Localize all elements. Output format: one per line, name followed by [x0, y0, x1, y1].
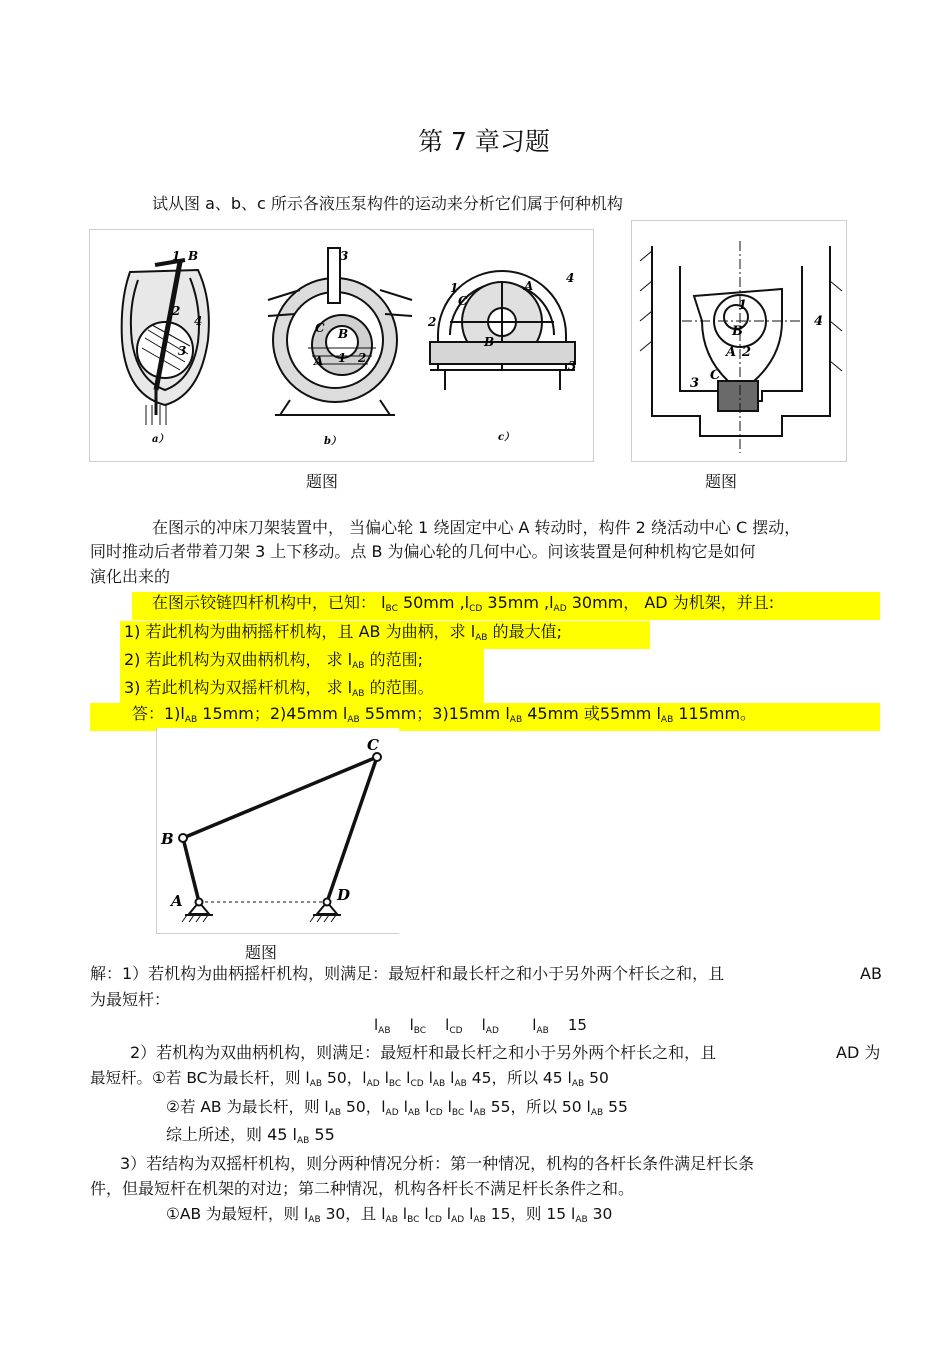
solution-part-2-line-1-end: AD 为 — [836, 1043, 881, 1062]
pump-c-label-4: 4 — [566, 271, 575, 285]
pump-c-label-1: 1 — [450, 281, 459, 295]
pump-a-sublabel: a） — [152, 434, 169, 445]
press-label-A: A — [726, 345, 737, 360]
question-1-text: 试从图 a、b、c 所示各液压泵构件的运动来分析它们属于何种机构 — [152, 194, 623, 213]
question-3-item-1: 1) 若此机构为曲柄摇杆机构，且 AB 为曲柄，求 $l_{AB}$ 的最大值; — [120, 621, 650, 649]
link-ab — [183, 838, 199, 902]
pump-a-label-B: B — [188, 249, 199, 263]
solution-part-3-line-1: 3）若结构为双摇杆机构，则分两种情况分析：第一种情况，机构的各杆长条件满足杆长条 — [120, 1154, 755, 1173]
joint-label-B: B — [161, 830, 174, 848]
solution-part-3-case-1: ①AB 为最短杆，则 $l_{AB}$ 30，且 $l_{AB}$ $l_{BC}$ $l_{CD}$ $l_{AD}$ $l_{AB}$ 15，则 15 $l_{AB}$ 30 — [166, 1205, 613, 1225]
question-3-item-3: 3) 若此机构为双摇杆机构， 求 $l_{AB}$ 的范围。 — [120, 677, 484, 705]
pump-c-label-B: B — [484, 335, 495, 349]
figure-punch-press — [631, 220, 847, 462]
punch-press-drawing — [632, 221, 846, 461]
page-title: 第 7 章习题 — [418, 127, 550, 156]
question-2-line-3: 演化出来的 — [90, 567, 171, 586]
press-label-2: 2 — [742, 345, 752, 360]
solution-equation-1: $l_{AB}$ $l_{BC}$ $l_{CD}$ $l_{AD}$ $l_{AB}$ 15 — [374, 1016, 587, 1036]
pump-b-label-2: 2 — [358, 351, 367, 365]
pump-c-label-2: 2 — [428, 315, 437, 329]
pump-c-label-3: 3 — [568, 359, 577, 373]
question-3-answer: 答：$1)l_{AB}$ 15mm；2)45mm $l_{AB}$ 55mm；3)15mm $l_{AB}$ 45mm 或55mm $l_{AB}$ 115mm。 — [90, 703, 880, 731]
press-label-C: C — [710, 368, 721, 383]
solution-part-2-case-1: 最短杆。①若 BC为最长杆，则 $l_{AB}$ 50，$l_{AD}$ $l_{BC}$ $l_{CD}$ $l_{AB}$ $l_{AB}$ 45，所以 45 $l_{AB}$ 50 — [90, 1069, 609, 1089]
pump-b-label-1: 1 — [338, 351, 347, 365]
press-label-4: 4 — [814, 314, 824, 329]
joint-label-C: C — [367, 736, 379, 754]
pump-a-label-1: 1 — [172, 249, 181, 263]
solution-part-2-case-2: ②若 AB 为最长杆，则 $l_{AB}$ 50，$l_{AD}$ $l_{AB}$ $l_{CD}$ $l_{BC}$ $l_{AB}$ 55，所以 50 $l_{AB}$ 55 — [166, 1098, 628, 1118]
figure-four-bar-caption: 题图 — [245, 943, 278, 962]
figure-pumps-caption: 题图 — [306, 472, 339, 491]
pump-b-label-C: C — [315, 321, 325, 335]
solution-part-3-line-2: 件，但最短杆在机架的对边；第二种情况，机构各杆长不满足杆长条件之和。 — [90, 1179, 635, 1198]
question-2-line-2: 同时推动后者带着刀架 3 上下移动。点 B 为偏心轮的几何中心。问该装置是何种机构它是如何 — [90, 542, 756, 561]
pump-c-label-A: A — [524, 279, 534, 293]
solution-part-1-line-1: 解：1）若机构为曲柄摇杆机构，则满足：最短杆和最长杆之和小于另外两个杆长之和，且 — [90, 964, 725, 983]
question-3-line-1: 在图示铰链四杆机构中，已知： $l_{BC}$ 50mm $,l_{CD}$ 35mm $,l_{AD}$ 30mm， AD 为机架，并且: — [132, 592, 880, 620]
figure-pumps — [89, 229, 594, 462]
pump-c-label-C: C — [458, 294, 468, 308]
pump-b-label-3: 3 — [340, 249, 349, 263]
pump-b-label-A: A — [314, 354, 324, 368]
solution-part-1-line-2: 为最短杆： — [90, 990, 171, 1009]
pump-b-sublabel: b） — [324, 436, 341, 447]
figure-punch-press-caption: 题图 — [705, 472, 738, 491]
pump-a-label-4: 4 — [194, 314, 203, 328]
support-a — [182, 899, 213, 923]
solution-part-2-line-1: 2）若机构为双曲柄机构，则满足：最短杆和最长杆之和小于另外两个杆长之和，且 — [130, 1043, 717, 1062]
question-3-item-2: 2) 若此机构为双曲柄机构， 求 $l_{AB}$ 的范围; — [120, 649, 484, 677]
link-cd — [327, 757, 377, 902]
joint-label-A: A — [171, 892, 183, 910]
pump-a-label-3: 3 — [178, 344, 187, 358]
pump-c-sublabel: c） — [498, 432, 515, 443]
solution-part-1-line-1-end: AB — [860, 964, 882, 983]
pump-b-label-B: B — [338, 327, 349, 341]
joint-label-D: D — [337, 886, 351, 904]
press-label-1: 1 — [738, 298, 748, 313]
pump-drawings — [90, 230, 593, 461]
press-label-B: B — [732, 324, 743, 339]
pump-a-drawing — [122, 260, 209, 425]
four-bar-drawing — [157, 728, 399, 933]
figure-four-bar — [156, 728, 399, 934]
solution-part-2-summary: 综上所述，则 45 $l_{AB}$ 55 — [166, 1125, 335, 1146]
question-2-line-1: 在图示的冲床刀架装置中， 当偏心轮 1 绕固定中心 A 转动时，构件 2 绕活动中心 C 摆动， — [152, 518, 801, 537]
press-label-3: 3 — [690, 376, 700, 391]
pump-a-label-2: 2 — [172, 304, 181, 318]
link-bc — [183, 757, 377, 838]
